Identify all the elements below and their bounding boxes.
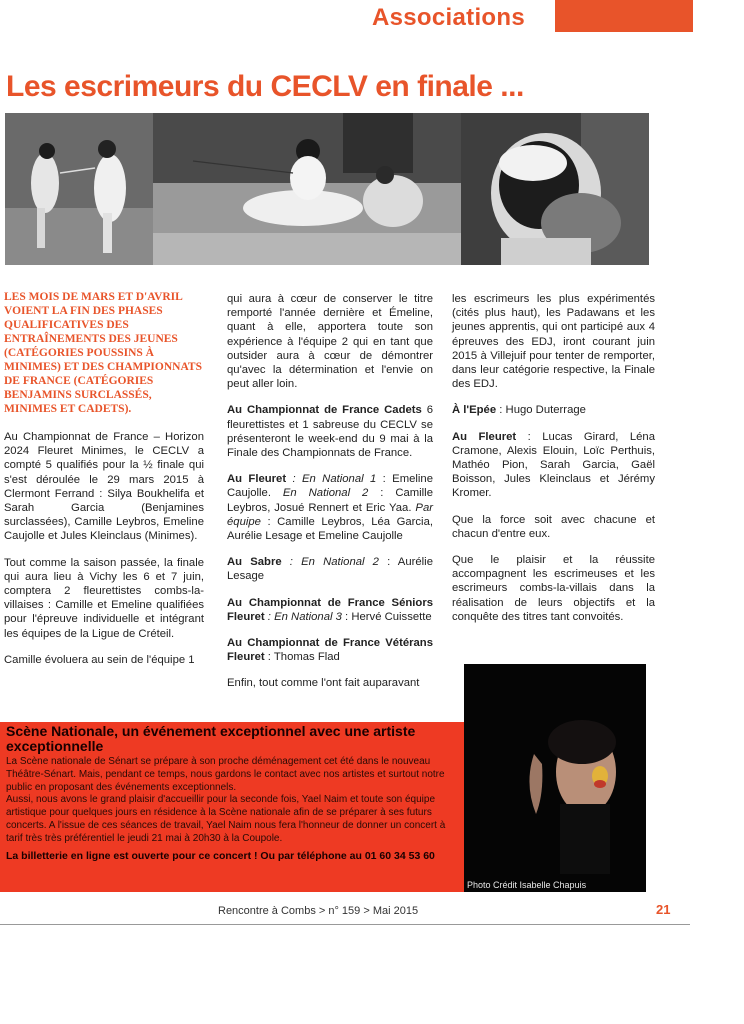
footer-text: Rencontre à Combs > n° 159 > Mai 2015 <box>218 905 419 917</box>
seniors-national-label: : En National 3 <box>264 610 342 623</box>
edj-fleuret-label: Au Fleuret <box>452 430 517 443</box>
footer-divider <box>0 924 690 925</box>
page-number: 21 <box>656 902 671 917</box>
page-title: Les escrimeurs du CECLV en finale ... <box>6 70 524 103</box>
sabre-text: : Aurélie Lesage <box>227 556 433 583</box>
box-paragraph-1: La Scène nationale de Sénart se prépare à son proche déménagement cet été dans le nouveau Théâtre-Sénart. Mais, pendant ce temps, nous gardons le contact avec nos artistes et surtout notre public en proposant des événements exceptionnels. <box>6 756 445 793</box>
sabre-paragraph <box>227 555 433 583</box>
team-label: Par équipe <box>227 501 433 528</box>
epee-label: À l'Epée <box>452 404 497 417</box>
col1-paragraph-1: Au Championnat de France – Horizon 2024 Fleuret Minimes, le CECLV a compté 5 qualifiés pour la ½ finale qui s'est déroulée le 29 mars 2015 à Clermont Ferrand : Silya Boukhelifa et Sarah Garcia (Benjamines surclassées), Camille Leybros, Emeline Caujolle et Jules Kleinclaus (Minimes). <box>4 431 204 543</box>
plaisir-paragraph: Que le plaisir et la réussite accompagnent les escrimeuses et les escrimeurs combs-la-villais dans la réalisation de leurs objectifs et la conquête des titres tant convoités. <box>452 554 655 623</box>
col2-last-paragraph: Enfin, tout comme l'ont fait auparavant <box>227 677 420 690</box>
box-paragraph-2: Aussi, nous avons le grand plaisir d'accueillir pour la seconde fois, Yael Naim et toute son équipe artistique pour quelques jours en résidence à la Scène nationale afin de se préparer à ses futurs concerts. A l'issue de ces séances de travail, Yael Naim nous fera l'honneur de donner un concert à tarif très très préférentiel le jeudi 21 mai à 20h30 à la Coupole. <box>6 794 446 844</box>
edj-fleuret-text: : Lucas Girard, Léna Cramone, Alexis Elouin, Loïc Perthuis, Mathéo Pion, Sarah Garcia, Gaël Boisson, Jules Kleinclaus et Jérémy Kromer. <box>452 430 655 500</box>
section-color-bar <box>555 0 693 32</box>
col1-paragraph-2: Tout comme la saison passée, la finale qui aura lieu à Vichy les 6 et 7 juin, comptera 2 fleurettistes combs-la-villaises : Camille et Emeline qualifiées pour l'épreuve individuelle et intégrant les équipes de la Ligue de Créteil. <box>4 556 204 640</box>
sabre-label: Au Sabre <box>227 556 282 569</box>
sabre-national-label: : En National 2 <box>281 556 379 569</box>
scene-nationale-box <box>0 722 464 892</box>
section-title: Associations <box>372 4 525 31</box>
national-1-label: : En National 1 <box>286 473 377 486</box>
team-text: : Camille Leybros, Léa Garcia, Aurélie Lesage et Emeline Caujolle <box>227 515 433 543</box>
ticketing-cta: La billetterie en ligne est ouverte pour ce concert ! Ou par téléphone au 01 60 34 53 60 <box>6 849 435 862</box>
edj-fleuret-paragraph <box>452 430 655 501</box>
epee-text: : Hugo Duterrage <box>496 404 586 417</box>
national-2-label: En National 2 <box>282 487 369 500</box>
cadets-text: 6 fleurettistes et 1 sabreuse du CECLV se présenteront le week-end du 9 mai à la Finale des Championnats de France. <box>227 404 433 460</box>
intro-paragraph: LES MOIS DE MARS ET D'AVRIL VOIENT LA FIN DES PHASES QUALIFICATIVES DES ENTRAÎNEMENTS DES JEUNES (CATÉGORIES POUSSINS À MINIMES) ET DES CHAMPIONNATS DE FRANCE (CATÉGORIES BENJAMINS SURCLASSÉS, MINIMES ET CADETS). <box>4 291 202 415</box>
column-1 <box>4 290 204 679</box>
force-paragraph: Que la force soit avec chacune et chacun d'entre eux. <box>452 513 655 540</box>
fencing-photo-1 <box>5 113 153 265</box>
col2-paragraph-1: qui aura à cœur de conserver le titre remporté l'année dernière et Émeline, quant à elle, apportera toute son expérience à l'équipe 2 qui en tant que outsider aura à cœur de démontrer qu'avec la détermination et l'envie on peut aller loin. <box>227 293 433 391</box>
cadets-fleuret-label: Au Fleuret <box>227 473 287 486</box>
photo-credit: Photo Crédit Isabelle Chapuis <box>467 880 587 890</box>
seniors-label: Au Championnat de France Séniors Fleuret <box>227 596 433 623</box>
national-1-text: : Emeline Caujolle. <box>227 473 433 500</box>
seniors-text: : Hervé Cuissette <box>341 610 432 623</box>
cadets-fleuret-paragraph <box>227 472 433 543</box>
column-3 <box>452 292 655 636</box>
veterans-text: : Thomas Flad <box>264 651 340 664</box>
fencing-photo-3 <box>461 113 649 265</box>
col1-paragraph-3: Camille évoluera au sein de l'équipe 1 <box>4 653 195 666</box>
seniors-paragraph <box>227 596 433 624</box>
cadets-paragraph <box>227 403 433 460</box>
national-2-text: : Camille Leybros, Josué Rennert et Eric Yaa. <box>227 487 433 514</box>
epee-paragraph <box>452 403 655 417</box>
fencing-photo-2 <box>153 113 461 265</box>
veterans-paragraph <box>227 636 433 664</box>
col3-paragraph-1: les escrimeurs les plus expérimentés (cités plus haut), les Padawans et les jeunes apprentis, qui ont participé aux 4 épreuves des EDJ, iront courant juin 2015 à Villejuif pour tenter de remporter, dans leur catégorie respective, la Finale des EDJ. <box>452 293 655 391</box>
box-title: Scène Nationale, un événement exceptionnel avec une artiste exceptionnelle <box>6 723 416 754</box>
artist-portrait <box>464 664 646 892</box>
cadets-label: Au Championnat de France Cadets <box>227 404 422 417</box>
column-2 <box>227 292 433 703</box>
veterans-label: Au Championnat de France Vétérans Fleuret <box>227 637 433 664</box>
